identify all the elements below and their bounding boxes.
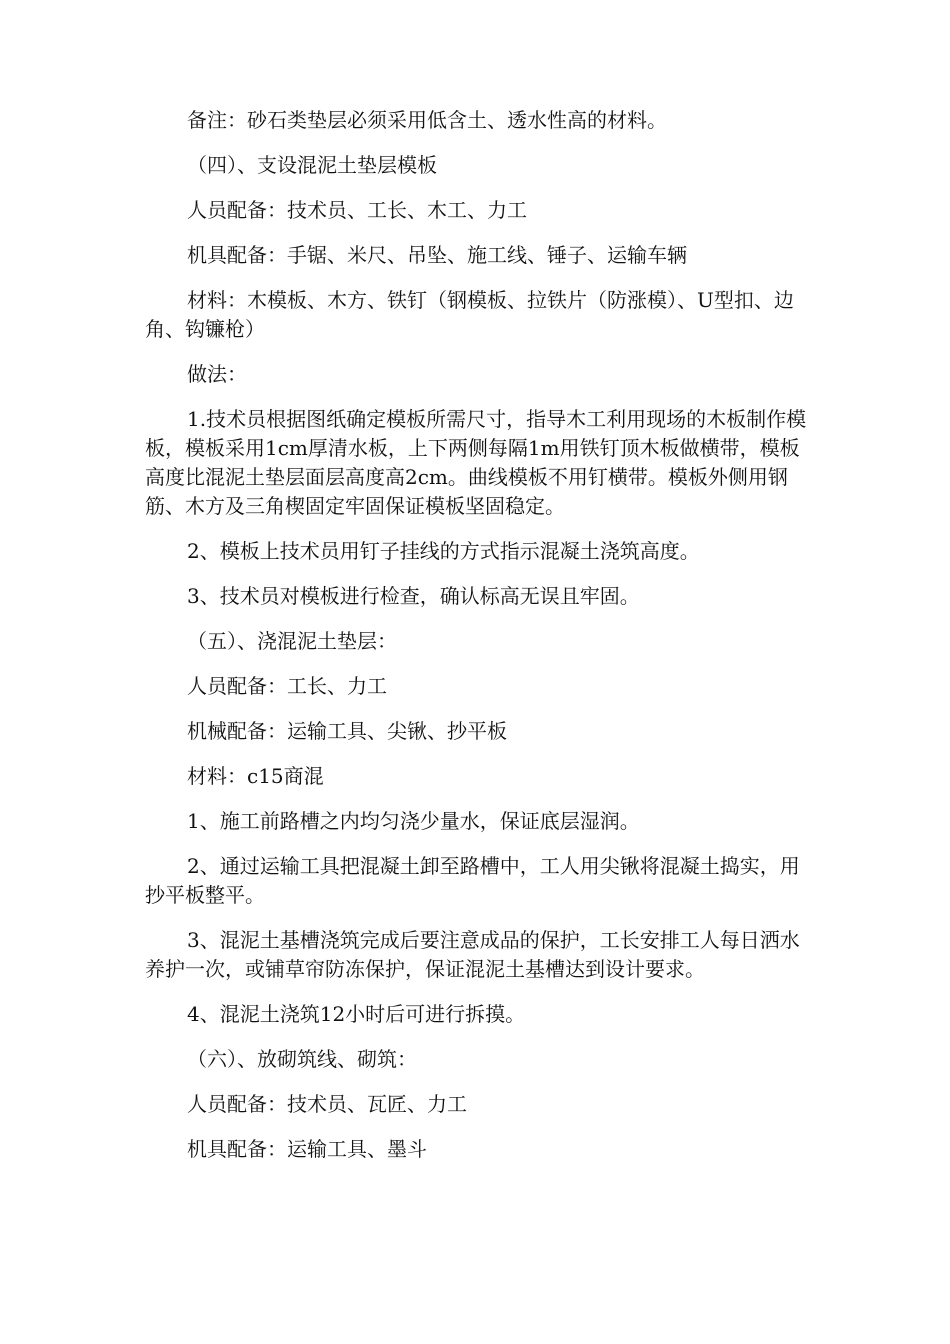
step-paragraph: 2、通过运输工具把混凝土卸至路槽中，工人用尖锹将混凝土捣实，用抄平板整平。	[145, 854, 800, 907]
personnel-line: 人员配备：技术员、工长、木工、力工	[187, 198, 527, 222]
section-heading-masonry: （六）、放砌筑线、砌筑：	[187, 1047, 417, 1071]
step-paragraph: 1、施工前路槽之内均匀浇少量水，保证底层湿润。	[187, 809, 640, 833]
section-heading-formwork: （四）、支设混泥土垫层模板	[187, 153, 437, 177]
step-paragraph: 3、技术员对模板进行检查，确认标高无误且牢固。	[187, 584, 640, 608]
method-label: 做法：	[187, 362, 247, 386]
step-paragraph: 4、混泥土浇筑12小时后可进行拆摸。	[187, 1002, 526, 1026]
equipment-line: 机具配备：手锯、米尺、吊坠、施工线、锤子、运输车辆	[187, 243, 687, 267]
personnel-line: 人员配备：技术员、瓦匠、力工	[187, 1092, 467, 1116]
note-paragraph: 备注：砂石类垫层必须采用低含土、透水性高的材料。	[187, 108, 667, 132]
section-heading-pouring: （五）、浇混泥土垫层：	[187, 629, 397, 653]
equipment-line: 机具配备：运输工具、墨斗	[187, 1137, 427, 1161]
step-paragraph: 2、模板上技术员用钉子挂线的方式指示混凝土浇筑高度。	[187, 539, 700, 563]
materials-line: 材料：木模板、木方、铁钉（钢模板、拉铁片（防涨模）、U型扣、边角、钩镰枪）	[145, 288, 794, 341]
step-paragraph: 1.技术员根据图纸确定模板所需尺寸，指导木工利用现场的木板制作模板，模板采用1cm厚清水板，上下两侧每隔1m用铁钉顶木板做横带，模板高度比混泥土垫层面层高度高2cm。曲线模板不用钉横带。模板外侧用钢筋、木方及三角楔固定牢固保证模板坚固稳定。	[145, 407, 807, 518]
step-paragraph: 3、混泥土基槽浇筑完成后要注意成品的保护，工长安排工人每日洒水养护一次，或铺草帘防冻保护，保证混泥土基槽达到设计要求。	[145, 928, 800, 981]
document-body	[145, 106, 810, 1180]
machinery-line: 机械配备：运输工具、尖锹、抄平板	[187, 719, 507, 743]
materials-line: 材料：c15商混	[187, 764, 324, 788]
personnel-line: 人员配备：工长、力工	[187, 674, 387, 698]
